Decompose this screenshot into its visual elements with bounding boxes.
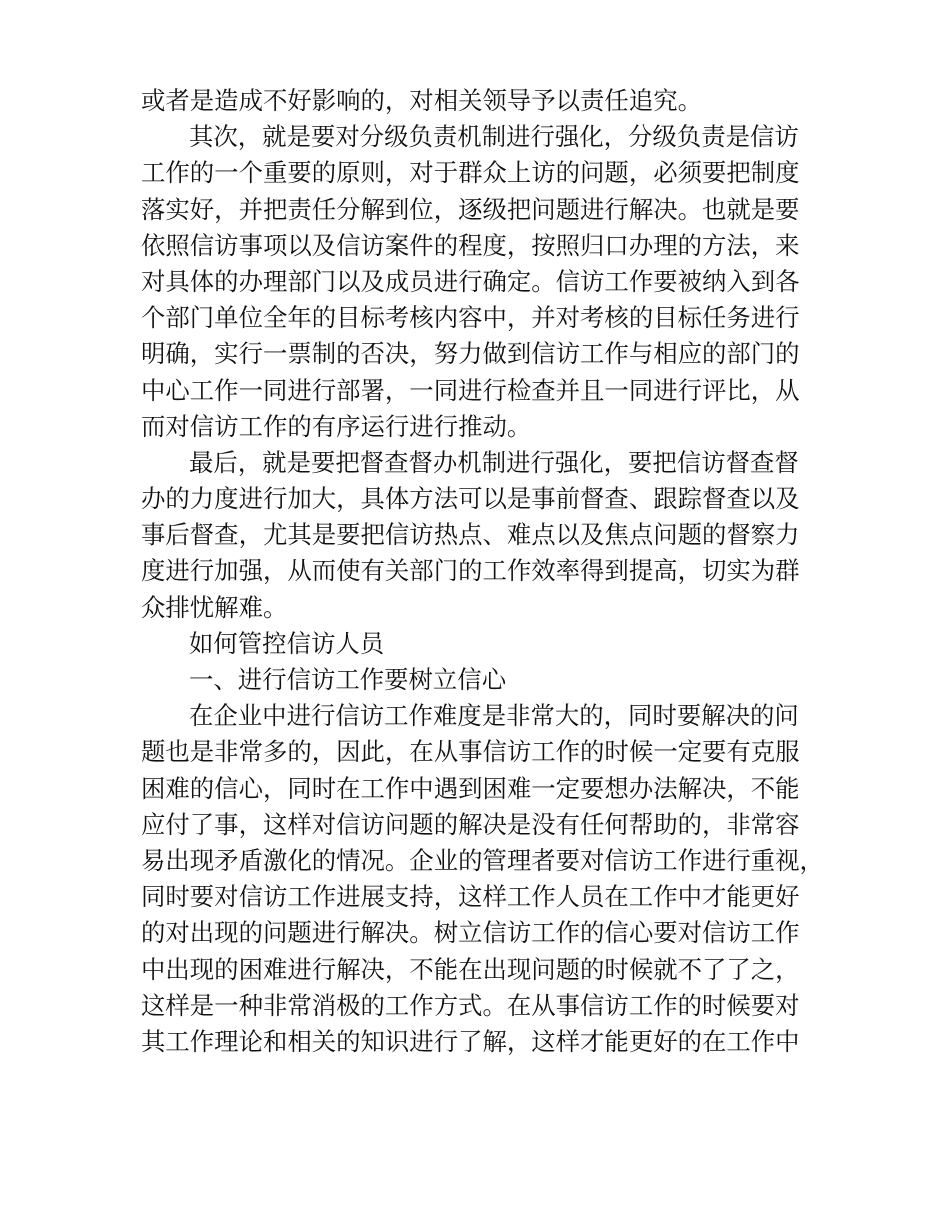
text-line: 易出现矛盾激化的情况。企业的管理者要对信访工作进行重视， <box>141 845 824 875</box>
text-line: 中出现的困难进行解决，不能在出现问题的时候就不了了之， <box>141 954 800 984</box>
text-line: 中心工作一同进行部署，一同进行检查并且一同进行评比，从 <box>141 375 800 405</box>
text-line: 依照信访事项以及信访案件的程度，按照归口办理的方法，来 <box>141 230 800 260</box>
text-line: 落实好，并把责任分解到位，逐级把问题进行解决。也就是要 <box>141 194 800 224</box>
subsection-heading: 一、进行信访工作要树立信心 <box>189 665 507 694</box>
text-line: 事后督查，尤其是要把信访热点、难点以及焦点问题的督察力 <box>141 520 800 550</box>
text-line: 度进行加强，从而使有关部门的工作效率得到提高，切实为群 <box>141 556 800 586</box>
text-line: 对具体的办理部门以及成员进行确定。信访工作要被纳入到各 <box>141 266 800 296</box>
text-line: 这样是一种非常消极的工作方式。在从事信访工作的时候要对 <box>141 990 800 1020</box>
paragraph-first-line: 最后，就是要把督查督办机制进行强化，要把信访督查督 <box>189 447 799 477</box>
document-body <box>141 83 841 1060</box>
text-line: 其工作理论和相关的知识进行了解，这样才能更好的在工作中 <box>141 1026 800 1056</box>
text-line: 困难的信心，同时在工作中遇到困难一定要想办法解决，不能 <box>141 773 800 803</box>
paragraph-first-line: 在企业中进行信访工作难度是非常大的，同时要解决的问 <box>189 701 799 731</box>
text-line: 题也是非常多的，因此，在从事信访工作的时候一定要有克服 <box>141 737 800 767</box>
section-heading: 如何管控信访人员 <box>189 628 385 658</box>
text-line: 的对出现的问题进行解决。树立信访工作的信心要对信访工作 <box>141 918 800 948</box>
text-line: 明确，实行一票制的否决，努力做到信访工作与相应的部门的 <box>141 339 800 369</box>
text-line: 同时要对信访工作进展支持，这样工作人员在工作中才能更好 <box>141 882 800 912</box>
text-line: 或者是造成不好影响的，对相关领导予以责任追究。 <box>141 86 702 115</box>
paragraph-first-line: 其次，就是要对分级负责机制进行强化，分级负责是信访 <box>189 122 799 152</box>
text-line: 应付了事，这样对信访问题的解决是没有任何帮助的，非常容 <box>141 809 800 839</box>
text-line: 个部门单位全年的目标考核内容中，并对考核的目标任务进行 <box>141 303 800 333</box>
text-line: 工作的一个重要的原则，对于群众上访的问题，必须要把制度 <box>141 158 800 188</box>
text-line: 而对信访工作的有序运行进行推动。 <box>141 411 532 441</box>
text-line: 众排忧解难。 <box>141 592 288 622</box>
text-line: 办的力度进行加大，具体方法可以是事前督查、跟踪督查以及 <box>141 484 800 514</box>
